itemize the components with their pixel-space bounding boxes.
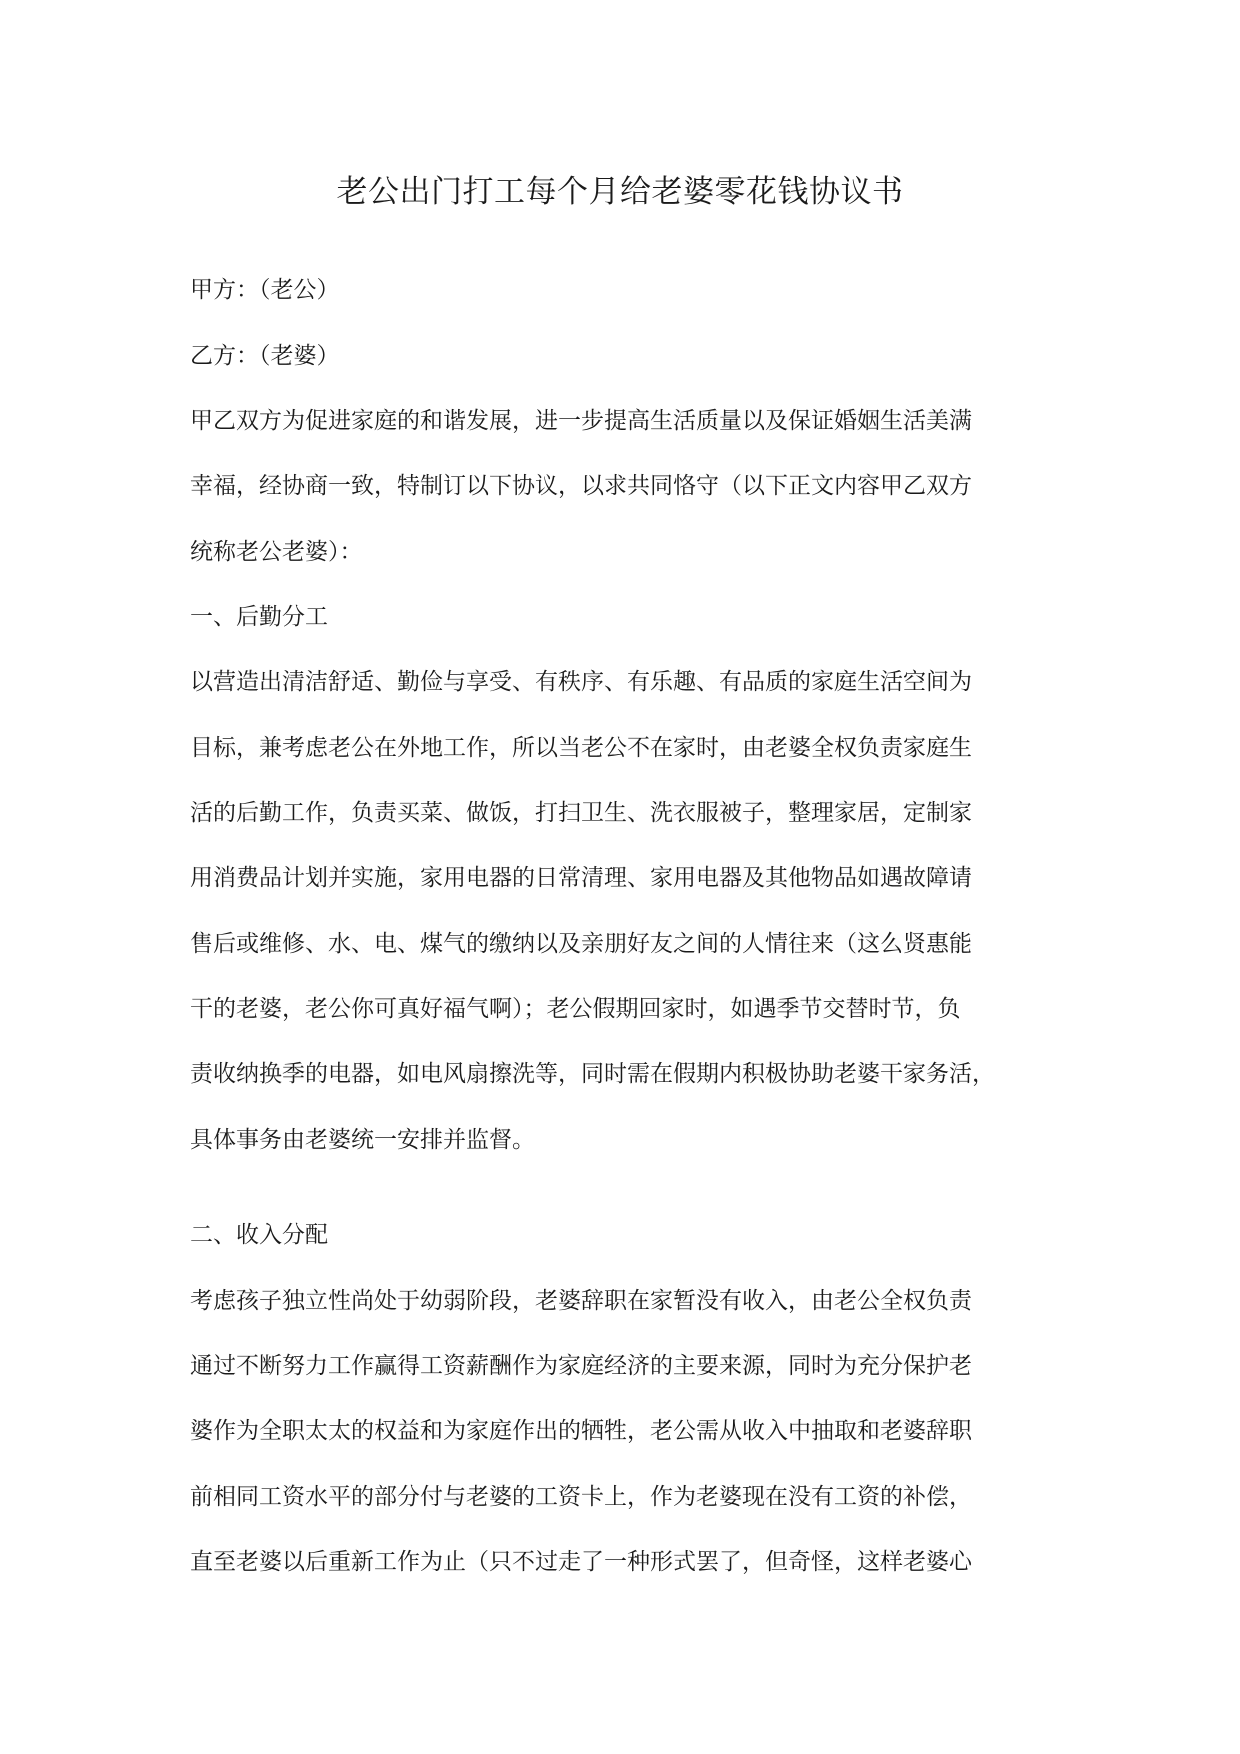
income-paragraph-line: 通过不断努力工作赢得工资薪酬作为家庭经济的主要来源，同时为充分保护老 (190, 1353, 972, 1379)
logistics-paragraph-line: 目标，兼考虑老公在外地工作，所以当老公不在家时，由老婆全权负责家庭生 (190, 735, 972, 761)
logistics-paragraph-line: 责收纳换季的电器，如电风扇擦洗等，同时需在假期内积极协助老婆干家务活， (190, 1061, 995, 1087)
party-b-line: 乙方：（老婆） (190, 343, 340, 369)
income-paragraph-line: 婆作为全职太太的权益和为家庭作出的牺牲，老公需从收入中抽取和老婆辞职 (190, 1418, 972, 1444)
income-paragraph-line: 前相同工资水平的部分付与老婆的工资卡上，作为老婆现在没有工资的补偿， (190, 1484, 972, 1510)
preamble-line: 幸福，经协商一致，特制订以下协议，以求共同恪守（以下正文内容甲乙双方 (190, 473, 972, 499)
logistics-paragraph-line: 活的后勤工作，负责买菜、做饭，打扫卫生、洗衣服被子，整理家居，定制家 (190, 800, 972, 826)
logistics-paragraph-line: 干的老婆，老公你可真好福气啊）；老公假期回家时，如遇季节交替时节，负 (190, 996, 961, 1022)
logistics-paragraph-line: 以营造出清洁舒适、勤俭与享受、有秩序、有乐趣、有品质的家庭生活空间为 (190, 669, 972, 695)
preamble-line: 甲乙双方为促进家庭的和谐发展，进一步提高生活质量以及保证婚姻生活美满 (190, 408, 972, 434)
income-paragraph-line: 考虑孩子独立性尚处于幼弱阶段，老婆辞职在家暂没有收入，由老公全权负责 (190, 1288, 972, 1314)
logistics-paragraph-line: 售后或维修、水、电、煤气的缴纳以及亲朋好友之间的人情往来（这么贤惠能 (190, 931, 972, 957)
logistics-paragraph-line: 用消费品计划并实施，家用电器的日常清理、家用电器及其他物品如遇故障请 (190, 865, 972, 891)
section-heading-logistics: 一、后勤分工 (190, 604, 328, 630)
income-paragraph-line: 直至老婆以后重新工作为止（只不过走了一种形式罢了，但奇怪，这样老婆心 (190, 1549, 972, 1575)
preamble-line: 统称老公老婆）： (190, 539, 363, 565)
document-title: 老公出门打工每个月给老婆零花钱协议书 (336, 174, 904, 210)
party-a-line: 甲方：（老公） (190, 277, 340, 303)
section-heading-income: 二、收入分配 (190, 1222, 328, 1248)
logistics-paragraph-line: 具体事务由老婆统一安排并监督。 (190, 1127, 535, 1153)
